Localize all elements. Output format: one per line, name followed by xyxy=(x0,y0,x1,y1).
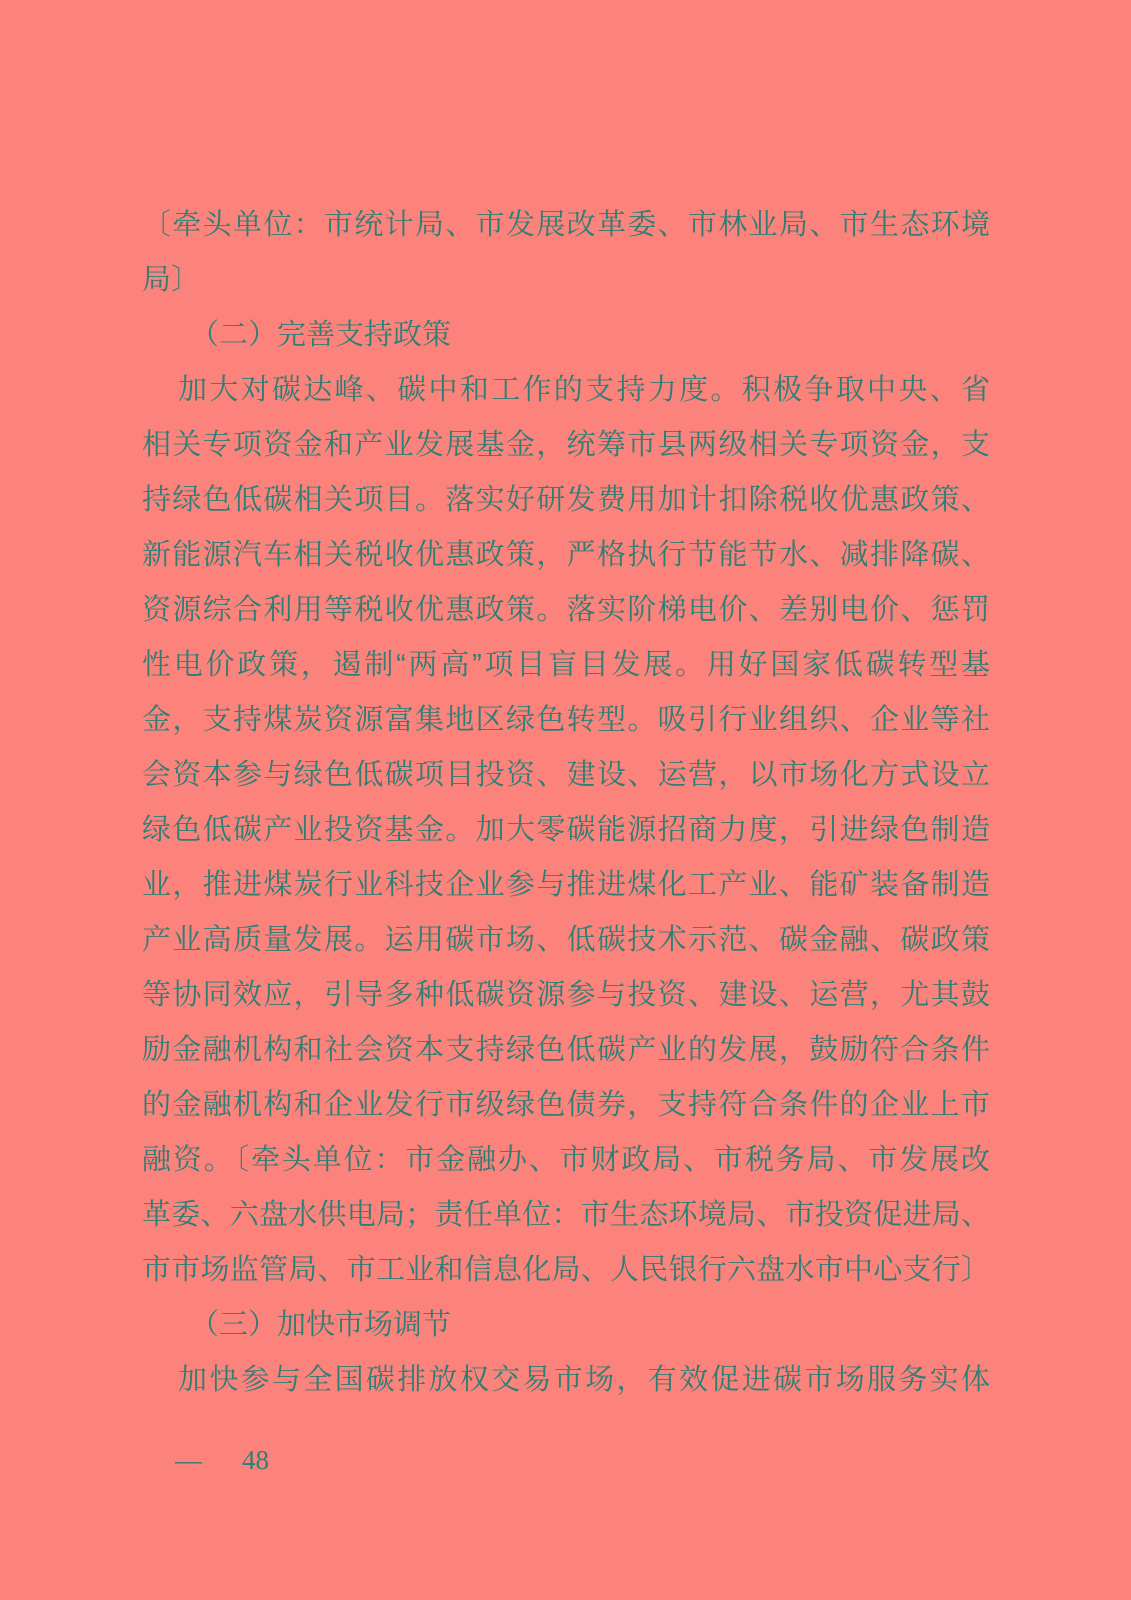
footer-dash: — xyxy=(175,1444,202,1475)
text-line: 〔牵头单位：市统计局、市发展改革委、市林业局、市生态环境 xyxy=(142,209,990,241)
text-line: 的金融机构和企业发行市级绿色债券，支持符合条件的企业上市 xyxy=(142,1089,990,1121)
text-line: 产业高质量发展。运用碳市场、低碳技术示范、碳金融、碳政策 xyxy=(142,924,990,956)
section-heading: （三）加快市场调节 xyxy=(190,1309,452,1341)
text-line: 新能源汽车相关税收优惠政策，严格执行节能节水、减排降碳、 xyxy=(142,539,990,571)
text-line: 持绿色低碳相关项目。落实好研发费用加计扣除税收优惠政策、 xyxy=(142,484,990,516)
text-line: 革委、六盘水供电局；责任单位：市生态环境局、市投资促进局、 xyxy=(142,1199,990,1231)
page-footer xyxy=(175,1440,269,1480)
text-line: 绿色低碳产业投资基金。加大零碳能源招商力度，引进绿色制造 xyxy=(142,814,990,846)
section-heading: （二）完善支持政策 xyxy=(190,319,452,351)
text-line: 加大对碳达峰、碳中和工作的支持力度。积极争取中央、省 xyxy=(178,374,990,406)
text-line: 资源综合利用等税收优惠政策。落实阶梯电价、差别电价、惩罚 xyxy=(142,594,990,626)
text-line: 会资本参与绿色低碳项目投资、建设、运营，以市场化方式设立 xyxy=(142,759,990,791)
text-line: 业，推进煤炭行业科技企业参与推进煤化工产业、能矿装备制造 xyxy=(142,869,990,901)
text-line: 等协同效应，引导多种低碳资源参与投资、建设、运营，尤其鼓 xyxy=(142,979,990,1011)
text-line: 加快参与全国碳排放权交易市场，有效促进碳市场服务实体 xyxy=(178,1364,990,1396)
text-line: 市市场监管局、市工业和信息化局、人民银行六盘水市中心支行〕 xyxy=(142,1254,990,1286)
page-number: 48 xyxy=(242,1444,269,1475)
text-line: 金，支持煤炭资源富集地区绿色转型。吸引行业组织、企业等社 xyxy=(142,704,990,736)
text-line: 局〕 xyxy=(142,264,201,296)
text-line: 性电价政策，遏制“两高”项目盲目发展。用好国家低碳转型基 xyxy=(142,649,990,681)
text-line: 融资。〔牵头单位：市金融办、市财政局、市税务局、市发展改 xyxy=(142,1144,990,1176)
text-line: 励金融机构和社会资本支持绿色低碳产业的发展，鼓励符合条件 xyxy=(142,1034,990,1066)
text-lines xyxy=(142,198,990,1408)
text-line: 相关专项资金和产业发展基金，统筹市县两级相关专项资金，支 xyxy=(142,429,990,461)
